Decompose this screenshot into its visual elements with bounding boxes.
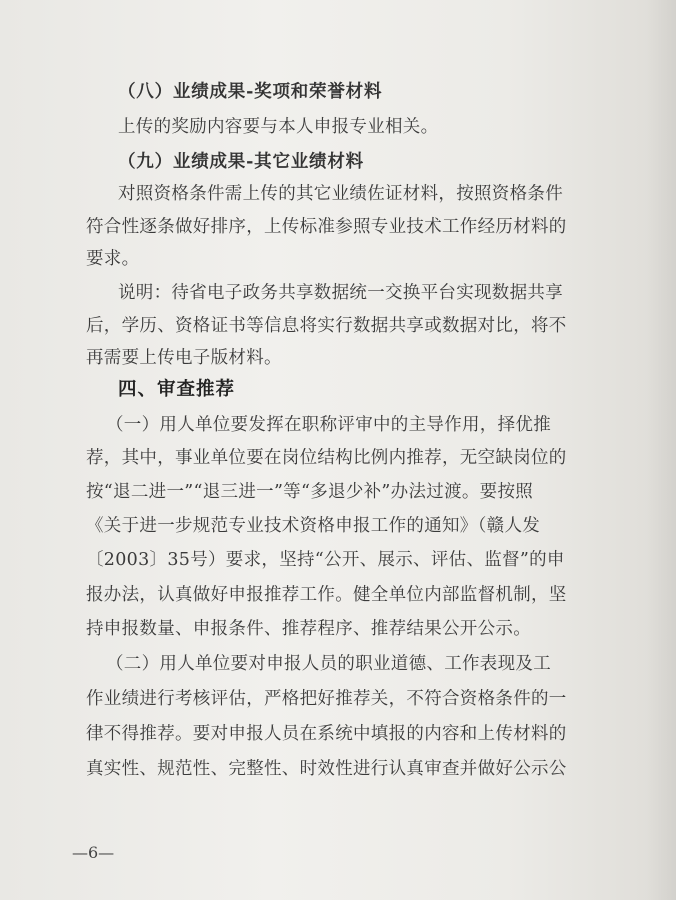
note-line: 说明：待省电子政务共享数据统一交换平台实现数据共享 <box>118 283 563 303</box>
paragraph-line: 按“退二进一”“退三进一”等“多退少补”办法过渡。要按照 <box>86 482 534 502</box>
section-heading-4: 四、审查推荐 <box>118 379 236 400</box>
paragraph-line: （一）用人单位要发挥在职称评审中的主导作用，择优推 <box>106 415 551 435</box>
section-heading-9: （九）业绩成果-其它业绩材料 <box>118 152 364 172</box>
paragraph-line: 对照资格条件需上传的其它业绩佐证材料，按照资格条件 <box>118 184 563 204</box>
paragraph-line: 真实性、规范性、完整性、时效性进行认真审查并做好公示公 <box>86 759 567 779</box>
paragraph-line: 律不得推荐。要对申报人员在系统中填报的内容和上传材料的 <box>86 724 567 744</box>
paragraph-line: 作业绩进行考核评估，严格把好推荐关，不符合资格条件的一 <box>86 689 567 709</box>
paragraph-line: 要求。 <box>86 249 140 269</box>
paragraph-line: 上传的奖励内容要与本人申报专业相关。 <box>118 117 439 137</box>
paragraph-line: 符合性逐条做好排序，上传标准参照专业技术工作经历材料的 <box>86 217 567 237</box>
paper-fold-shadow <box>646 0 676 900</box>
page-number: —6— <box>72 843 115 862</box>
paragraph-line: （二）用人单位要对申报人员的职业道德、工作表现及工 <box>106 654 551 674</box>
paragraph-line: 荐，其中，事业单位要在岗位结构比例内推荐，无空缺岗位的 <box>86 448 567 468</box>
note-line: 再需要上传电子版材料。 <box>86 348 282 368</box>
paragraph-line: 持申报数量、申报条件、推荐程序、推荐结果公开公示。 <box>86 619 531 639</box>
paragraph-line: 报办法，认真做好申报推荐工作。健全单位内部监督机制，坚 <box>86 585 567 605</box>
section-heading-8: （八）业绩成果-奖项和荣誉材料 <box>118 82 383 102</box>
paragraph-line: 《关于进一步规范专业技术资格申报工作的通知》（赣人发 <box>86 516 541 536</box>
paragraph-line: 〔2003〕35号）要求，坚持“公开、展示、评估、监督”的申 <box>86 550 565 570</box>
note-line: 后，学历、资格证书等信息将实行数据共享或数据对比，将不 <box>86 316 567 336</box>
